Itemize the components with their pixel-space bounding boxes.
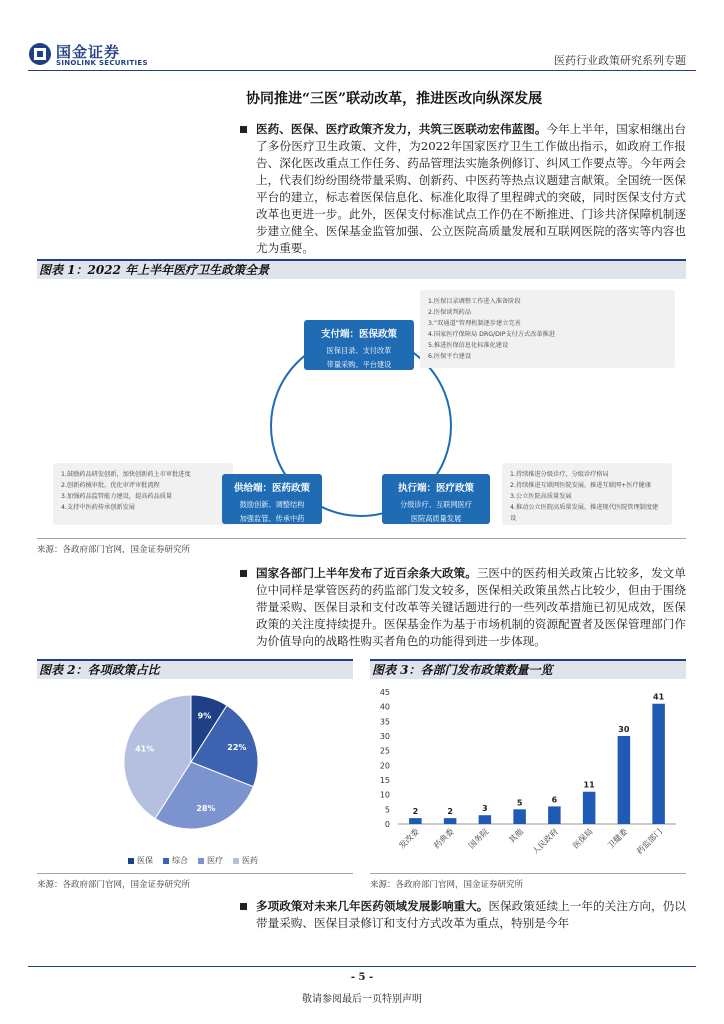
x-tick-label: 国务院 — [466, 827, 491, 851]
x-tick-label: 医保局 — [571, 827, 595, 851]
paragraph-body: 今年上半年，国家相继出台了多份医疗卫生政策、文件，为2022年国家医疗卫生工作做出指示，如政府工作报告、深化医改重点工作任务、药品管理法实施条例修订、纠风工作要点等。今年两会上，代表们纷纷围绕带量采购、创新药、中医药等热点议题建言献策。全国统一医保平台的建立，标志着医保信息化、标准化取得了里程碑式的突破，同时医保支付方式改革也更进一步。此外，医保支付标准试点工作仍在不断推进、门诊共济保障机制逐步建立健全、医保基金监管加强、公立医院高质量发展和互联网医院的落实等内容也尤为重要。 — [256, 122, 686, 255]
bar-医保局 — [583, 792, 596, 824]
logo-icon — [28, 42, 52, 66]
pie-chart — [37, 680, 353, 870]
y-tick-label: 25 — [379, 746, 390, 756]
paragraph-lead: 多项政策对未来几年医药领域发展影响重大。 — [256, 899, 489, 913]
x-tick-label: 卫健委 — [605, 827, 630, 851]
y-tick-label: 30 — [379, 732, 390, 741]
y-tick-label: 45 — [379, 688, 390, 697]
page-number: - 5 - — [350, 972, 374, 983]
pie-label: 28% — [196, 803, 216, 813]
figure-1-divider — [37, 538, 686, 539]
bar-data-label: 30 — [618, 725, 630, 734]
x-tick-label: 其他 — [507, 827, 526, 845]
bar-其他 — [513, 809, 526, 824]
paragraph-lead: 医药、医保、医疗政策齐发力，共筑三医联动宏伟蓝图。 — [256, 122, 547, 136]
bar-chart — [370, 680, 686, 873]
bullet-icon — [240, 126, 247, 133]
pie-label: 41% — [135, 744, 155, 754]
bar-国务院 — [479, 815, 492, 824]
figure-3-source: 来源：各政府部门官网，国金证券研究所 — [370, 880, 524, 890]
legend-item-医药: 医药 — [233, 855, 258, 866]
bar-data-label: 11 — [583, 780, 595, 790]
bar-data-label: 2 — [447, 807, 453, 817]
paragraph-3 — [256, 898, 686, 932]
legend-item-医疗: 医疗 — [198, 855, 223, 866]
paragraph-lead: 国家各部门上半年发布了近百余条大政策。 — [256, 566, 477, 580]
section-title: 协同推进“三医”联动改革，推进医改向纵深发展 — [246, 91, 543, 107]
figure-1 — [37, 280, 686, 536]
bar-data-label: 5 — [516, 798, 523, 808]
payer-node: 支付端：医保政策 医保目录、支付改革 带量采购、平台建设 — [304, 320, 414, 370]
logo-text: 国金证券 — [56, 43, 121, 61]
figure-1-title: 图表 1：2022 年上半年医疗卫生政策全景 — [37, 259, 686, 279]
report-series: 医药行业政策研究系列专题 — [554, 54, 686, 67]
figure-1-source: 来源：各政府部门官网，国金证券研究所 — [37, 545, 191, 555]
supply-node: 供给端：医药政策 鼓励创新、调整结构 加强监管、传承中药 — [222, 474, 322, 524]
pie-label: 9% — [197, 711, 212, 721]
figure-2-divider — [37, 873, 353, 874]
bar-卫健委 — [618, 736, 631, 824]
supply-notes-box: 1.鼓励药品研发创新，加快创新药上市审批进度 2.创新药械审批，优化审评审批流程 3.加强药品监管能力建设，提高药品质量 4.支持中医药传承创新发展 — [53, 463, 233, 525]
x-tick-label: 人民政府 — [530, 827, 560, 857]
payer-notes-box: 1.医保目录调整工作进入准备阶段 2.医保谈判药品 3.“双通道”管理机制逐步建立完善 4.国家医疗保障局 DRG/DIP支付方式改革推进 5.推进医保信息化标准化建设 6.医保平台建设 — [420, 290, 675, 368]
pie-label: 22% — [227, 743, 247, 753]
logo-subtitle: SINOLINK SECURITIES — [56, 59, 148, 67]
bullet-icon — [240, 903, 247, 910]
figure-3-title: 图表 3：各部门发布政策数量一览 — [370, 659, 686, 679]
footer-disclaimer: 敬请参阅最后一页特别声明 — [302, 994, 422, 1005]
exec-notes-box: 1.持续推进分级诊疗，分级诊疗格局 2.持续推进互联网医院发展，推进互联网+医疗健康 3.公立医院高质量发展 4.推动公立医院高质量发展，推进现代医院管理制度建设 — [502, 463, 672, 525]
bar-人民政府 — [548, 806, 561, 824]
bar-药典委 — [444, 818, 457, 824]
y-tick-label: 40 — [379, 702, 390, 712]
x-tick-label: 药典委 — [432, 827, 456, 851]
bar-data-label: 3 — [482, 804, 488, 814]
y-tick-label: 10 — [379, 790, 390, 800]
figure-3-divider — [370, 873, 686, 874]
legend-item-综合: 综合 — [163, 855, 188, 866]
bar-发改委 — [409, 818, 422, 824]
footer-divider — [28, 966, 696, 967]
header-divider — [28, 70, 696, 71]
figure-2-title: 图表 2：各项政策占比 — [37, 659, 353, 679]
y-tick-label: 0 — [384, 820, 390, 829]
figure-2-source: 来源：各政府部门官网，国金证券研究所 — [37, 880, 191, 890]
y-tick-label: 20 — [379, 761, 390, 771]
x-tick-label: 药监部门 — [635, 827, 665, 857]
y-tick-label: 5 — [384, 805, 390, 815]
x-tick-label: 发改委 — [397, 827, 421, 851]
y-tick-label: 35 — [379, 717, 390, 727]
exec-node: 执行端：医疗政策 分级诊疗、互联网医疗 医院高质量发展 — [382, 474, 490, 524]
y-tick-label: 15 — [379, 776, 390, 785]
pie-legend — [128, 855, 258, 866]
bar-药监部门 — [652, 704, 665, 824]
bar-data-label: 2 — [412, 807, 419, 817]
legend-item-医保: 医保 — [128, 855, 153, 866]
paragraph-1 — [256, 121, 686, 257]
bullet-icon — [240, 570, 247, 577]
paragraph-body: 三医中的医药相关政策占比较多，发文单位中同样是掌管医药的药监部门发文较多，医保相关政策虽然占比较少，但由于围绕带量采购、医保目录和支付改革等关键话题进行的一些列改革措施已初见成效，医保政策的关注度持续提升。医保基金作为基于市场机制的资源配置者及医保管理部门作为价值导向的战略性购买者角色的功能得到进一步体现。 — [256, 566, 686, 648]
paragraph-body: 医保政策延续上一年的关注方向，仍以带量采购、医保目录修订和支付方式改革为重点，特别是今年 — [256, 899, 686, 930]
bar-data-label: 6 — [551, 795, 558, 805]
paragraph-2 — [256, 565, 686, 650]
bar-data-label: 41 — [653, 692, 665, 702]
